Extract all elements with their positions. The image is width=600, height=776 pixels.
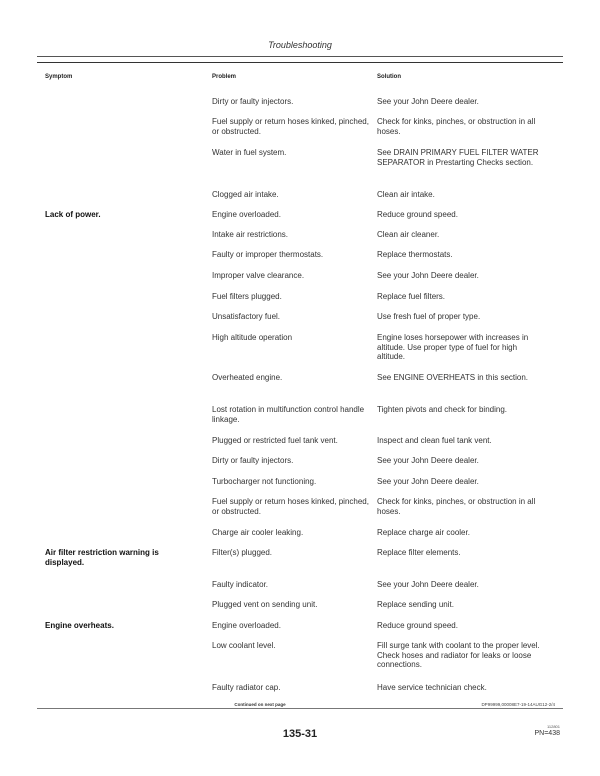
row-problem: Faulty radiator cap. (212, 683, 281, 692)
continued-note: Continued on next page (234, 702, 286, 707)
row-problem: Filter(s) plugged. (212, 548, 273, 557)
row-problem: Unsatisfactory fuel. (212, 312, 281, 321)
row-problem: Dirty or faulty injectors. (212, 97, 294, 106)
row-solution: Clean air cleaner. (377, 230, 440, 239)
row-solution: See your John Deere dealer. (377, 271, 479, 280)
row-problem: Plugged or restricted fuel tank vent. (212, 436, 338, 445)
row-problem: Overheated engine. (212, 373, 283, 382)
row-solution: Reduce ground speed. (377, 210, 458, 219)
row-problem: Fuel supply or return hoses kinked, pinched, or obstructed. (212, 497, 369, 516)
row-problem: Intake air restrictions. (212, 230, 289, 239)
header-divider (37, 56, 563, 57)
row-solution: See ENGINE OVERHEATS in this section. (377, 373, 529, 382)
row-solution: Engine loses horsepower with increases in altitude. Use proper type of fuel for high altitude. (377, 333, 529, 361)
small-code: 112801 (546, 724, 560, 729)
column-header-problem: Problem (212, 74, 237, 80)
row-problem: High altitude operation (212, 333, 293, 342)
row-solution: See your John Deere dealer. (377, 97, 479, 106)
row-problem: Dirty or faulty injectors. (212, 456, 294, 465)
row-symptom: Air filter restriction warning is displayed. (45, 548, 159, 567)
row-problem: Plugged vent on sending unit. (212, 600, 318, 609)
row-problem: Lost rotation in multifunction control handle linkage. (212, 405, 365, 424)
row-solution: Check for kinks, pinches, or obstruction in all hoses. (377, 497, 536, 516)
row-solution: Replace thermostats. (377, 250, 453, 259)
row-solution: See DRAIN PRIMARY FUEL FILTER WATER SEPARATOR in Prestarting Checks section. (377, 148, 539, 167)
row-solution: Fill surge tank with coolant to the proper level. Check hoses and radiator for leaks or loose connections. (377, 641, 540, 669)
pn-number: PN=438 (534, 730, 560, 737)
row-problem: Turbocharger not functioning. (212, 477, 317, 486)
document-code: DP99999,00008E7-19-14AUG12-2/4 (481, 702, 555, 707)
row-solution: Replace fuel filters. (377, 292, 446, 301)
row-solution: See your John Deere dealer. (377, 456, 479, 465)
row-solution: See your John Deere dealer. (377, 580, 479, 589)
row-solution: Reduce ground speed. (377, 621, 458, 630)
row-solution: Replace sending unit. (377, 600, 454, 609)
row-problem: Water in fuel system. (212, 148, 287, 157)
row-problem: Charge air cooler leaking. (212, 528, 304, 537)
row-solution: Replace charge air cooler. (377, 528, 470, 537)
column-header-solution: Solution (377, 74, 401, 80)
row-problem: Faulty or improper thermostats. (212, 250, 324, 259)
column-header-symptom: Symptom (45, 74, 73, 80)
row-problem: Low coolant level. (212, 641, 276, 650)
row-problem: Engine overloaded. (212, 210, 281, 219)
row-problem: Faulty indicator. (212, 580, 269, 589)
row-solution: Clean air intake. (377, 190, 435, 199)
page-number: 135-31 (282, 728, 318, 740)
row-solution: Replace filter elements. (377, 548, 461, 557)
row-problem: Fuel filters plugged. (212, 292, 282, 301)
row-problem: Engine overloaded. (212, 621, 281, 630)
row-solution: See your John Deere dealer. (377, 477, 479, 486)
row-solution: Check for kinks, pinches, or obstruction in all hoses. (377, 117, 536, 136)
row-symptom: Engine overheats. (45, 621, 114, 630)
row-problem: Improper valve clearance. (212, 271, 305, 280)
row-solution: Inspect and clean fuel tank vent. (377, 436, 492, 445)
page-header-title: Troubleshooting (268, 40, 332, 50)
row-solution: Tighten pivots and check for binding. (377, 405, 508, 414)
row-solution: Have service technician check. (377, 683, 487, 692)
row-problem: Clogged air intake. (212, 190, 279, 199)
row-symptom: Lack of power. (45, 210, 101, 219)
row-problem: Fuel supply or return hoses kinked, pinched, or obstructed. (212, 117, 369, 136)
row-solution: Use fresh fuel of proper type. (377, 312, 481, 321)
